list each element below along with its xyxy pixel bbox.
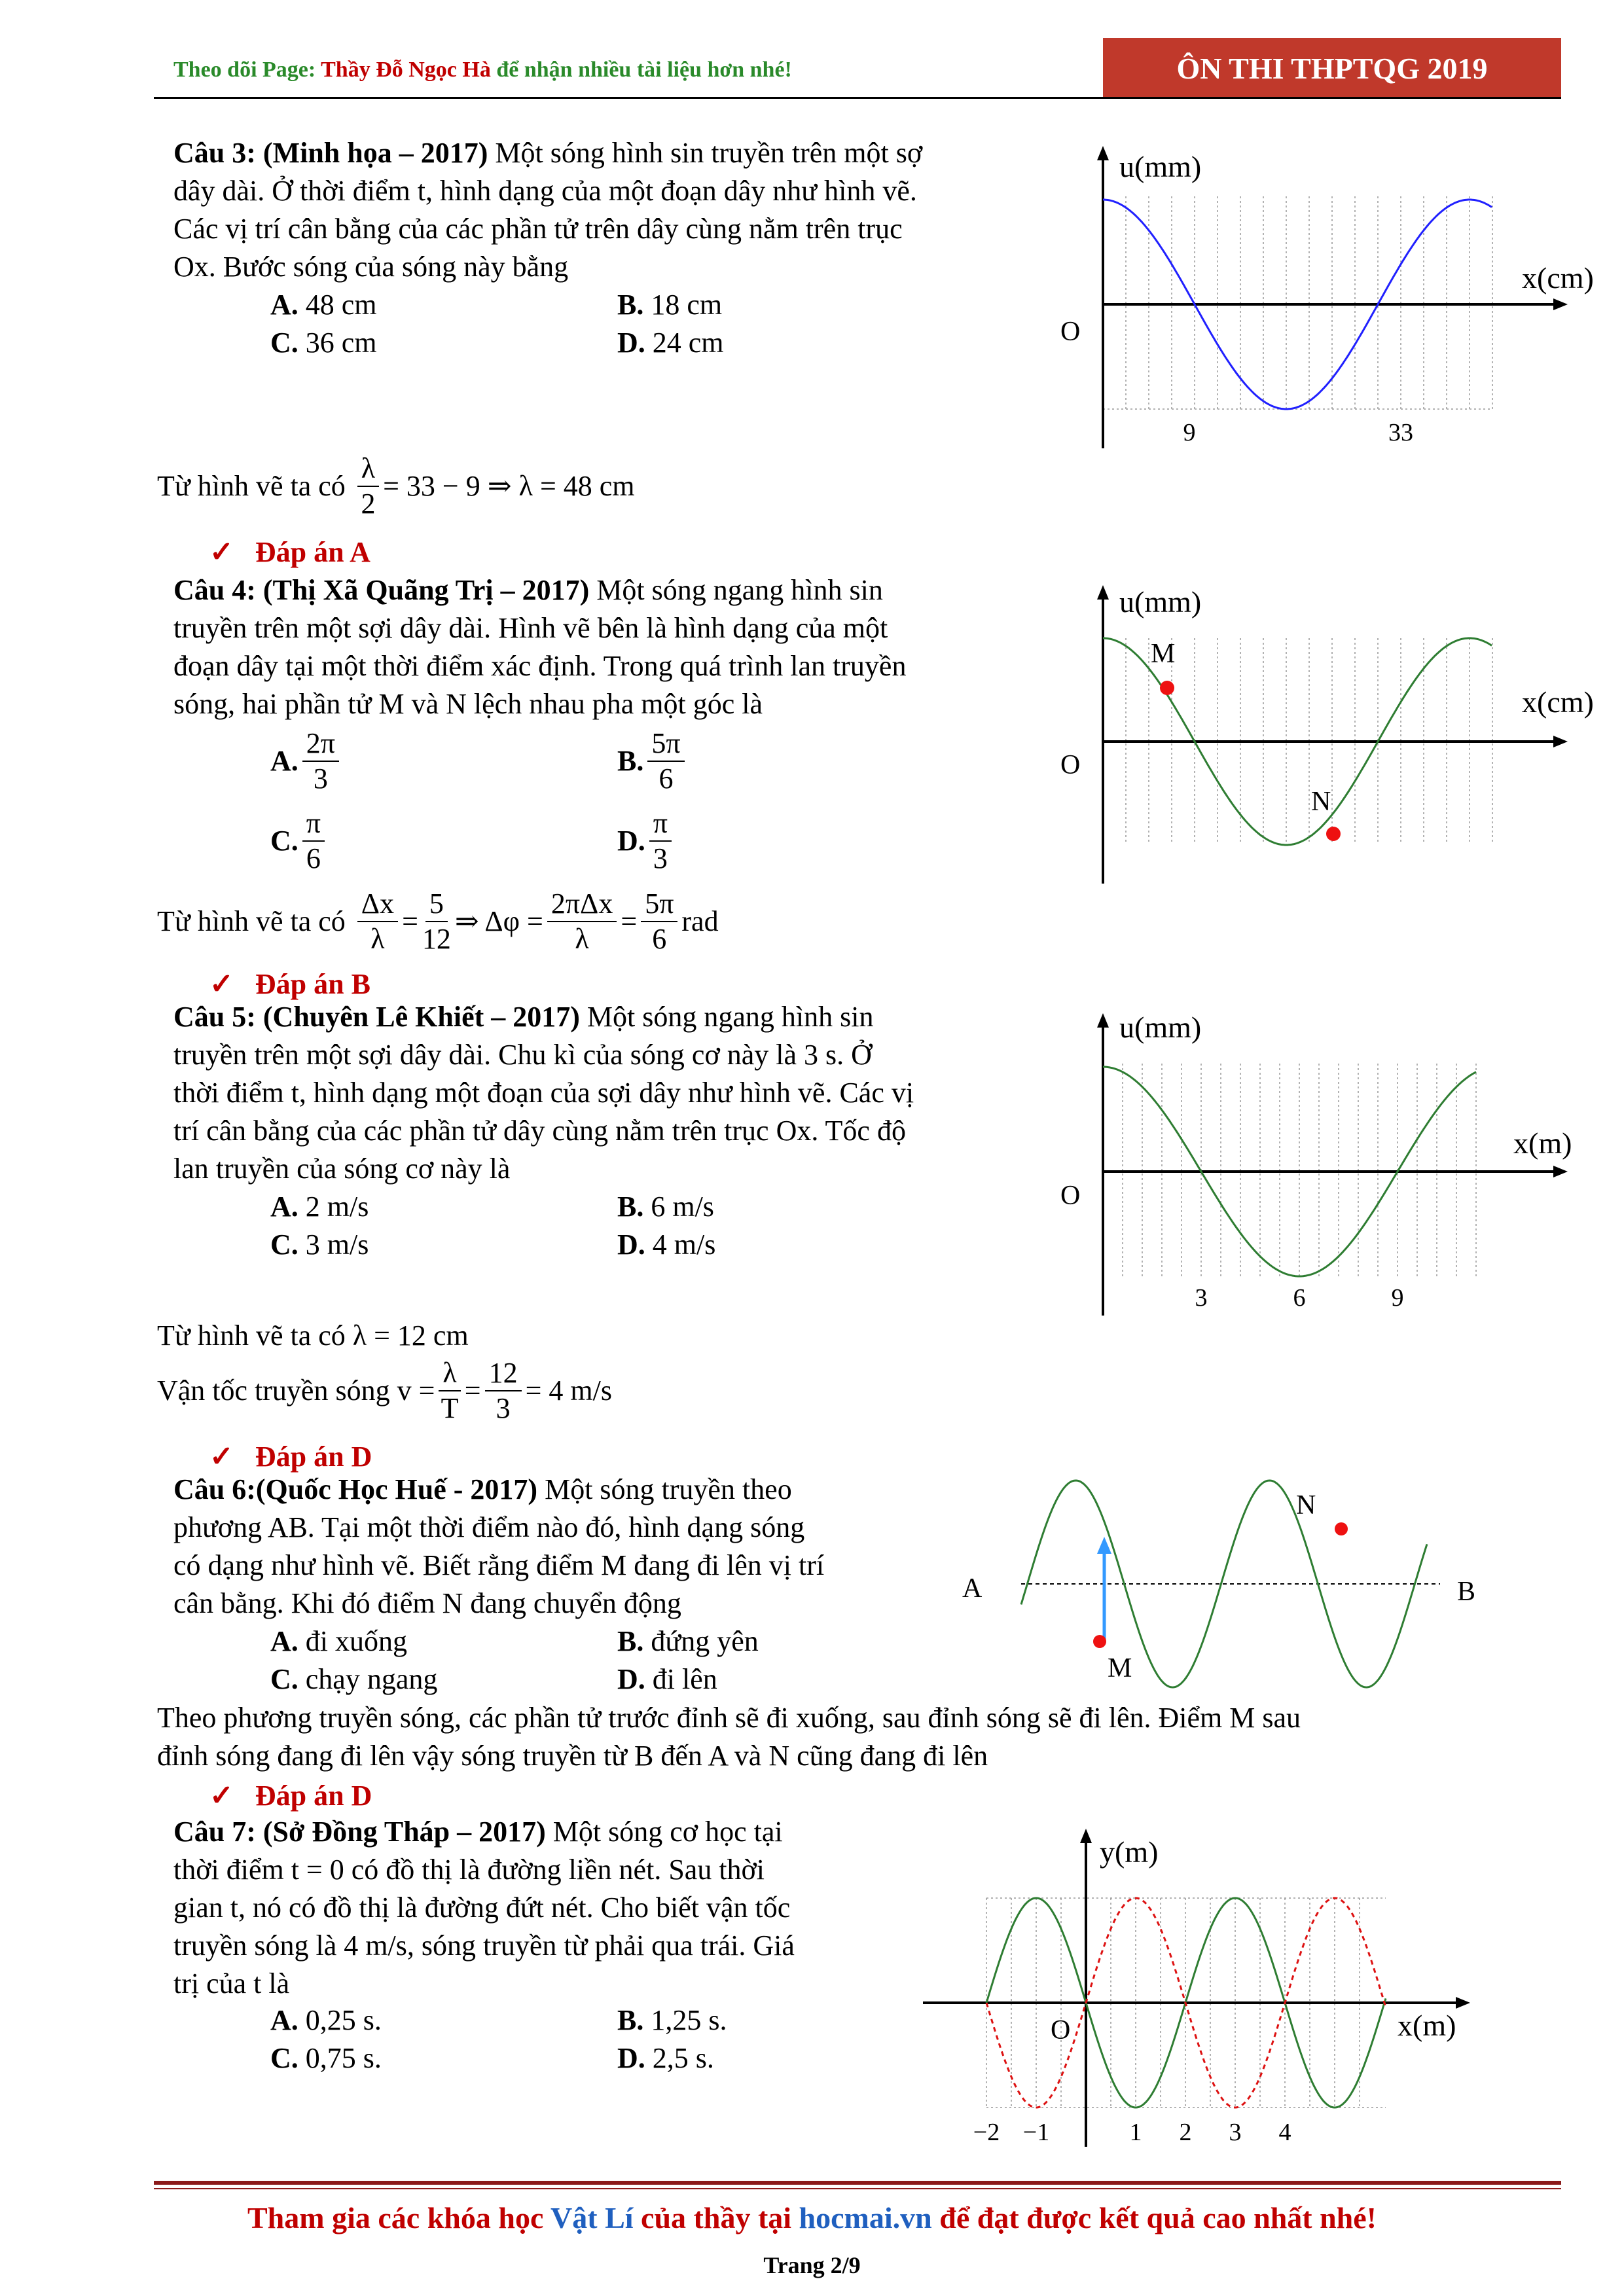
footer-divider <box>154 2181 1561 2185</box>
q3-option-b[interactable]: B. 18 cm <box>617 289 723 321</box>
q6-option-d[interactable]: D. đi lên <box>617 1663 717 1695</box>
q4-solution: Từ hình vẽ ta có $\frac{\Delta x}{\lambda}$ = $\frac{5}{12}$ ⇒ Δφ = $\frac{\text{2πΔx}}{\lambda}$ = $\frac{5\pi}{6}$ rad <box>157 888 719 955</box>
q5-y-label: u(mm) <box>1119 1011 1202 1044</box>
arrow-icon <box>1080 1829 1092 1843</box>
q3-answer: ✓ Đáp án A <box>209 536 370 568</box>
q7-option-c[interactable]: C. 0,75 s. <box>270 2042 382 2074</box>
arrow-icon <box>1097 585 1109 600</box>
q3-solution: Từ hình vẽ ta có $\frac{\lambda}{2}$ = 33 − 9 ⇒ λ = 48 cm <box>157 452 635 520</box>
q5-option-a[interactable]: A. 2 m/s <box>270 1191 369 1223</box>
q6-label-a: A <box>962 1573 983 1604</box>
arrow-icon <box>1097 1013 1109 1028</box>
check-icon: ✓ <box>209 1441 234 1473</box>
q6-graph <box>943 1453 1506 1689</box>
q7-graph <box>910 1820 1486 2160</box>
q5-option-b[interactable]: B. 6 m/s <box>617 1191 714 1223</box>
page-number: Trang 2/9 <box>763 2252 861 2278</box>
q7-tick-3: 3 <box>1229 2119 1242 2146</box>
q4-label-m: M <box>1151 639 1176 669</box>
q3-graph <box>1041 141 1617 455</box>
header-note <box>173 58 792 82</box>
q3-source: (Minh họa – 2017) <box>262 137 488 169</box>
q4-text: Câu 4: (Thị Xã Quãng Trị – 2017) Một sóng ngang hình sin truyền trên một sợi dây dài. Hình vẽ bên là hình dạng của một đoạn dây tại một thời điểm xác định. Trong quá trình lan truyền sóng, hai phần tử M và N lệch nhau pha một góc là <box>173 574 907 720</box>
q7-option-b[interactable]: B. 1,25 s. <box>617 2004 727 2036</box>
q4-point-m <box>1160 681 1174 695</box>
q7-tick-1: 1 <box>1129 2119 1142 2146</box>
q5-graph <box>1041 1008 1617 1322</box>
q4-graph <box>1041 576 1617 890</box>
q6-answer: ✓ Đáp án D <box>209 1780 372 1812</box>
q7-text: Câu 7: (Sở Đồng Tháp – 2017) Một sóng cơ học tại thời điểm t = 0 có đồ thị là đường liền nét. Sau thời gian t, nó có đồ thị là đường đứt nét. Cho biết vận tốc truyền sóng là 4 m/s, sóng truyền từ phải qua trái. Giá trị của t là <box>173 1816 795 2000</box>
q3-y-label: u(mm) <box>1119 150 1202 183</box>
q3-grid <box>1103 196 1492 409</box>
q4-option-c[interactable]: C. $\frac{\pi}{6}$ <box>270 806 329 876</box>
q3-tick-9: 9 <box>1183 419 1196 446</box>
q7-option-d[interactable]: D. 2,5 s. <box>617 2042 714 2074</box>
q5-answer: ✓ Đáp án D <box>209 1441 372 1473</box>
q3-x-label: x(cm) <box>1522 261 1594 295</box>
q5-option-d[interactable]: D. 4 m/s <box>617 1229 716 1261</box>
q7-option-a[interactable]: A. 0,25 s. <box>270 2004 382 2036</box>
q6-label-n: N <box>1296 1490 1316 1520</box>
q6-explanation: Theo phương truyền sóng, các phần tử trước đỉnh sẽ đi xuống, sau đỉnh sóng sẽ đi lên. Điểm M sau đỉnh sóng đang đi lên vậy sóng truyền từ B đến A và N cũng đang đi lên <box>157 1702 1301 1772</box>
q5-solution-1: Từ hình vẽ ta có λ = 12 cm <box>157 1319 469 1352</box>
q3-label: Câu 3: <box>173 137 256 169</box>
q6-option-a[interactable]: A. đi xuống <box>270 1625 408 1657</box>
q5-tick-3: 3 <box>1195 1284 1208 1312</box>
q3-origin: O <box>1060 317 1081 347</box>
up-arrow-icon <box>1097 1537 1111 1554</box>
arrow-icon <box>1553 1166 1568 1177</box>
q4-answer: ✓ Đáp án B <box>209 968 370 1000</box>
q4-option-b[interactable]: B. $\frac{5\pi}{6}$ <box>617 726 689 796</box>
q5-x-label: x(m) <box>1513 1126 1572 1160</box>
q7-tick-4: 4 <box>1278 2119 1291 2146</box>
q4-y-label: u(mm) <box>1119 585 1202 619</box>
q5-tick-6: 6 <box>1293 1284 1306 1312</box>
arrow-icon <box>1553 298 1568 310</box>
q3-text: Câu 3: (Minh họa – 2017) Một sóng hình sin truyền trên một sợ dây dài. Ở thời điểm t, hình dạng của một đoạn dây như hình vẽ. Các vị trí cân bằng của các phần tử trên dây cùng nằm trên trục Ox. Bước sóng của sóng này bằng <box>173 137 923 283</box>
q3-option-c[interactable]: C. 36 cm <box>270 327 377 359</box>
q3-option-a[interactable]: A. 48 cm <box>270 289 377 321</box>
arrow-icon <box>1553 736 1568 747</box>
footer-divider-thin <box>154 2188 1561 2189</box>
q6-point-n <box>1335 1522 1348 1535</box>
arrow-icon <box>1097 146 1109 160</box>
q5-option-c[interactable]: C. 3 m/s <box>270 1229 369 1261</box>
q4-option-a[interactable]: A. $\frac{2\pi}{3}$ <box>270 726 343 796</box>
footer-link[interactable]: hocmai.vn <box>799 2201 932 2234</box>
q5-tick-9: 9 <box>1391 1284 1404 1312</box>
q7-x-label: x(m) <box>1398 2009 1456 2042</box>
header-suffix: để nhận nhiều tài liệu hơn nhé! <box>490 58 792 82</box>
q4-x-label: x(cm) <box>1522 685 1594 719</box>
q7-tick-m2: −2 <box>973 2119 1000 2146</box>
header-teacher[interactable]: Thầy Đỗ Ngọc Hà <box>321 58 491 82</box>
q5-solution-2: Vận tốc truyền sóng v = $\frac{\lambda}{T}$ = $\frac{12}{3}$ = 4 m/s <box>157 1357 612 1424</box>
q6-point-m <box>1093 1635 1106 1648</box>
q3-tick-33: 33 <box>1388 419 1413 446</box>
footer-promo: Tham gia các khóa học Vật Lí của thầy tại hocmai.vn để đạt được kết quả cao nhất nhé! <box>247 2201 1377 2234</box>
q4-option-d[interactable]: D. $\frac{\pi}{3}$ <box>617 806 676 876</box>
q7-tick-2: 2 <box>1179 2119 1192 2146</box>
check-icon: ✓ <box>209 536 234 568</box>
header-divider <box>154 97 1561 99</box>
check-icon: ✓ <box>209 1780 234 1812</box>
q6-label-m: M <box>1108 1653 1132 1683</box>
q6-text: Câu 6:(Quốc Học Huế - 2017) Một sóng truyền theo phương AB. Tại một thời điểm nào đó, hình dạng sóng có dạng như hình vẽ. Biết rằng điểm M đang đi lên vị trí cân bằng. Khi đó điểm N đang chuyển động <box>173 1473 825 1619</box>
q5-text: Câu 5: (Chuyên Lê Khiết – 2017) Một sóng ngang hình sin truyền trên một sợi dây dài. Chu kì của sóng cơ này là 3 s. Ở thời điểm t, hình dạng một đoạn của sợi dây như hình vẽ. Các vị trí cân bằng của các phần tử dây cùng nằm trên trục Ox. Tốc độ lan truyền của sóng cơ này là <box>173 1001 914 1185</box>
q4-label-n: N <box>1311 787 1331 817</box>
q4-origin: O <box>1060 750 1081 780</box>
q3-option-d[interactable]: D. 24 cm <box>617 327 724 359</box>
header-prefix: Theo dõi Page: <box>173 58 321 82</box>
q7-origin: O <box>1051 2015 1071 2045</box>
q6-option-c[interactable]: C. chạy ngang <box>270 1663 438 1695</box>
q4-point-n <box>1326 827 1341 841</box>
arrow-icon <box>1456 1997 1470 2009</box>
q6-option-b[interactable]: B. đứng yên <box>617 1625 759 1657</box>
header-badge: ÔN THI THPTQG 2019 <box>1103 38 1561 98</box>
check-icon: ✓ <box>209 968 234 1000</box>
q5-origin: O <box>1060 1181 1081 1211</box>
q6-label-b: B <box>1457 1577 1476 1607</box>
q7-y-label: y(m) <box>1100 1835 1159 1869</box>
q7-tick-m1: −1 <box>1022 2119 1050 2146</box>
